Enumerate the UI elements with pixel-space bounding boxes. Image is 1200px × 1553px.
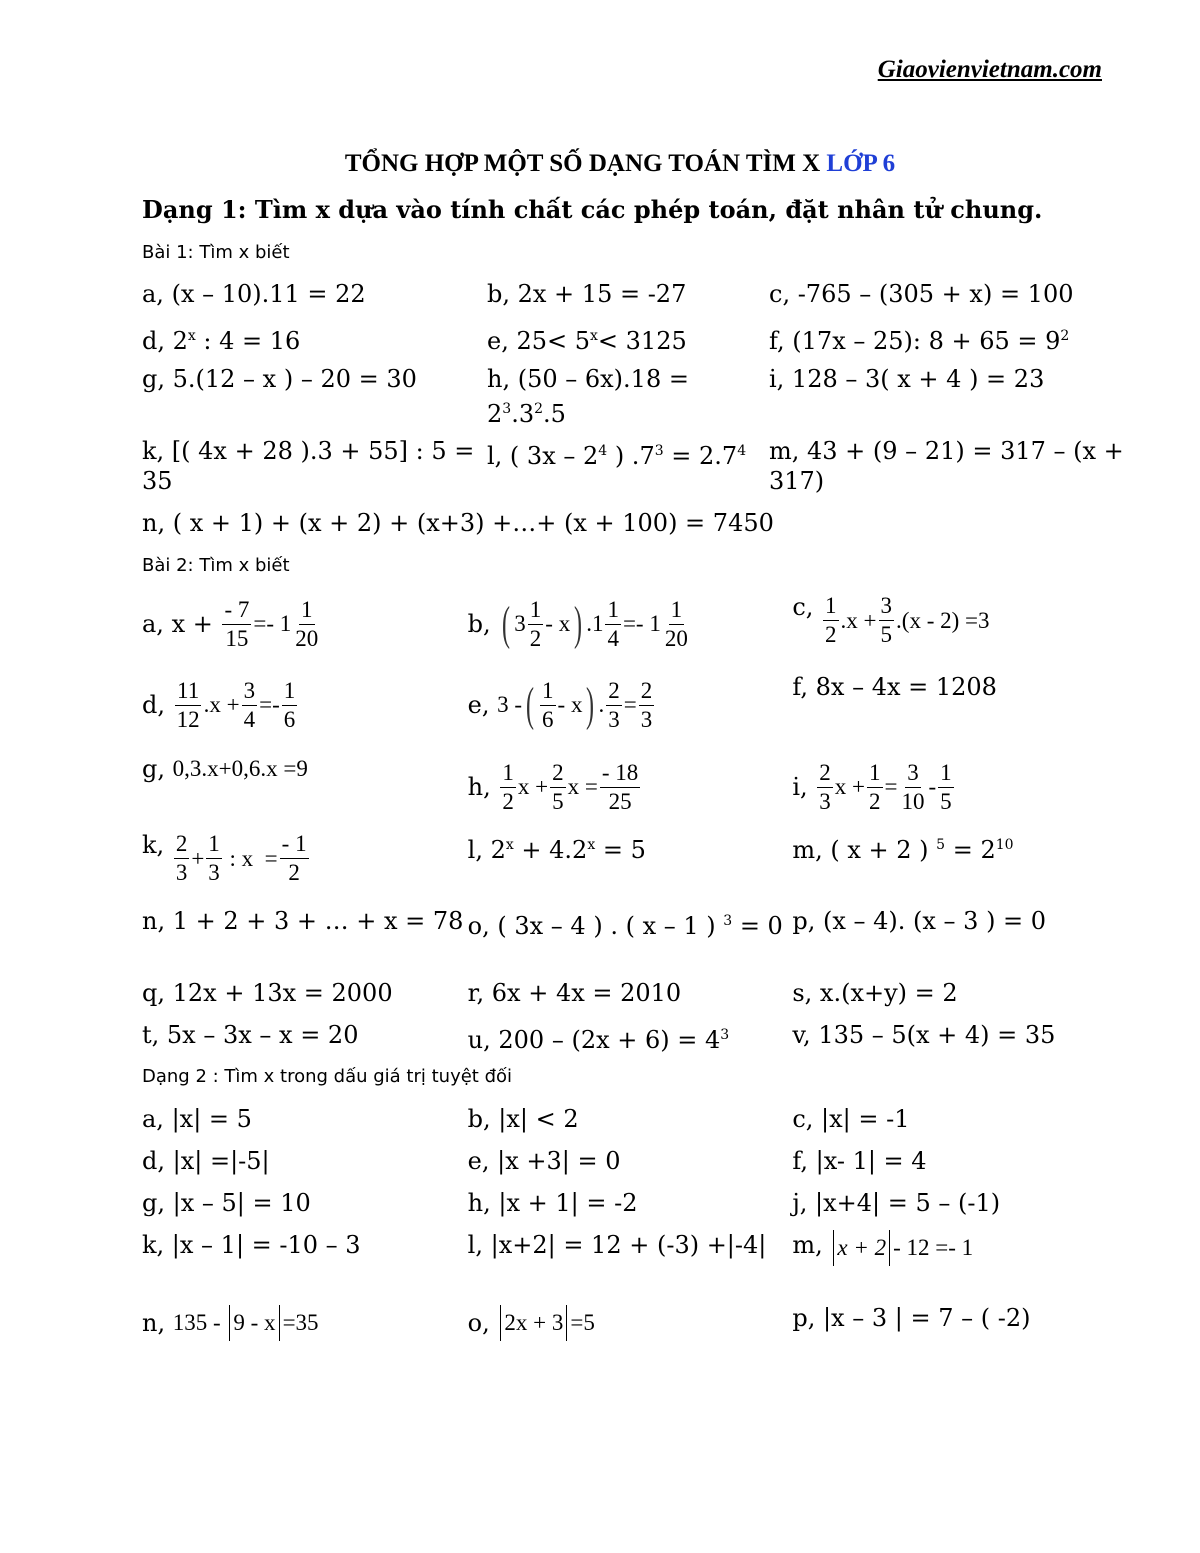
fraction: $\frac{3}{5}$ — [880, 593, 893, 647]
exercise-item: l, ( $3x - 2^4$ ) $.7^3 = 2.7^4$ — [487, 442, 747, 470]
exercise-item: k, 2 3 + $\frac{1}{3}$ : x = $\frac{- 1}{2}$ — [142, 831, 307, 885]
fraction: $\frac{- 7}{15}$ — [224, 596, 250, 651]
exercise-item: r, 6x + 4x = 2010 — [467, 979, 682, 1007]
bai2-row — [142, 978, 1132, 1008]
exercise-item: a, (x – 10).11 = 22 — [142, 280, 366, 308]
exercise-item: o, 2x + 3 =5 — [468, 1303, 793, 1343]
bai2-row — [142, 754, 1132, 820]
exercise-item: f, 8x – 4x = 1208 — [792, 673, 997, 701]
fraction: $\frac{- 1}{2}$ — [281, 831, 307, 885]
bai1-row — [142, 508, 1132, 538]
exercise-item: p, |x – 3 | = 7 – ( -2) — [792, 1304, 1031, 1332]
exercise-item: g, 5.(12 – x ) – 20 = 30 — [142, 365, 417, 393]
fraction: 1 20 — [664, 596, 688, 651]
exercise-item: d, |x| =|-5| — [142, 1147, 270, 1175]
exercise-item: c, -765 – (305 + x) = 100 — [769, 280, 1074, 308]
fraction: 2 3 — [819, 759, 831, 814]
exercise-item: a, x + $\frac{- 7}{15}$ =- 1 1 20 — [142, 596, 319, 651]
fraction: 1 2 — [529, 596, 542, 651]
exercise-item: s, x.(x+y) = 2 — [792, 979, 958, 1007]
fraction: $\frac{1}{2}$ — [869, 759, 881, 814]
dang2-row — [142, 1230, 1132, 1266]
fraction: $\frac{- 18}{25}$ — [601, 759, 639, 814]
bai2-heading: Bài 2: Tìm x biết — [142, 555, 290, 576]
bai2-row — [142, 906, 1132, 941]
exercise-item: g, |x – 5| = 10 — [142, 1189, 311, 1217]
exercise-item: h, 1 2 x + $\frac{2}{5}$ x = $\frac{- 18}{25}$ — [467, 759, 639, 814]
fraction: $\frac{1}{3}$ — [208, 831, 220, 885]
fraction: $\frac{3}{4}$ — [243, 677, 256, 732]
exercise-item: k, |x – 1| = -10 – 3 — [142, 1231, 361, 1259]
title-main: TỔNG HỢP MỘT SỐ DẠNG TOÁN TÌM X — [344, 150, 821, 177]
bai2-row — [142, 1020, 1132, 1055]
exercise-item: p, (x – 4). (x – 3 ) = 0 — [792, 907, 1047, 935]
fraction: 1 6 — [542, 677, 554, 732]
exercise-item: l, |x+2| = 12 + (-3) +|-4| — [467, 1231, 767, 1259]
fraction: 1 2 — [502, 759, 514, 814]
exercise-item: b, 2x + 15 = -27 — [487, 280, 687, 308]
exercise-item: e, 3 - ( 1 6 - x ) . $\frac{2}{3}$ = $\frac{2}{3}$ — [467, 677, 653, 732]
bai1-row — [142, 436, 1132, 496]
exercise-item: h, |x + 1| = -2 — [467, 1189, 638, 1217]
exercise-item: m, ( x + 2 ) $^5 = 2^{10}$ — [792, 836, 1014, 864]
exercise-item: k, [( 4x + 28 ).3 + 55] : 5 = 35 — [142, 437, 475, 495]
section-heading-dang1: Dạng 1: Tìm x dựa vào tính chất các phép toán, đặt nhân tử chung. — [142, 195, 1043, 224]
exercise-item: m, x + 2 - 12 =- 1 — [792, 1230, 1132, 1266]
exercise-item: n, ( x + 1) + (x + 2) + (x+3) +…+ (x + 100) = 7450 — [142, 509, 774, 537]
exercise-item: i, 128 – 3( x + 4 ) = 23 — [769, 365, 1045, 393]
bai2-row — [142, 592, 1132, 656]
bai1-heading: Bài 1: Tìm x biết — [142, 242, 290, 263]
dang2-row — [142, 1104, 1132, 1134]
fraction: 1 6 — [283, 677, 296, 732]
exercise-item: f, (17x – 25): $8 + 65 = 9^2$ — [769, 327, 1070, 355]
bai2-row — [142, 672, 1132, 738]
exercise-item: h, $(50 - 6x).18 = 2^3.3^2.5$ — [487, 365, 689, 428]
fraction: $\frac{2}{3}$ — [640, 677, 653, 732]
exercise-item: e, $25< 5^x< 3125$ — [487, 327, 687, 355]
page-title — [0, 150, 1200, 178]
exercise-item: e, |x +3| = 0 — [467, 1147, 621, 1175]
fraction: $\frac{2}{5}$ — [552, 759, 564, 814]
fraction: 1 2 — [825, 593, 837, 647]
bai1-row — [142, 364, 1132, 429]
title-grade: LỚP 6 — [826, 150, 896, 177]
bai1-row — [142, 321, 1132, 356]
fraction: 11 12 — [176, 677, 200, 732]
exercise-item: j, |x+4| = 5 – (-1) — [792, 1189, 1001, 1217]
dang2-row — [142, 1146, 1132, 1176]
exercise-item: b, |x| < 2 — [467, 1105, 579, 1133]
exercise-item: o, ( 3x – 4 ) . ( x – 1 ) $^3$ = 0 — [467, 912, 783, 940]
exercise-item: l, $2^x + 4.2^x = 5$ — [467, 836, 646, 864]
fraction: 1 20 — [295, 596, 319, 651]
exercise-item: n, 135 - 9 - x =35 — [142, 1303, 468, 1343]
exercise-item: i, 2 3 x + $\frac{1}{2}$ = $\frac{3}{10}$ - 1 5 — [792, 759, 952, 814]
bai2-row — [142, 830, 1132, 896]
fraction: $\frac{3}{10}$ — [901, 759, 925, 814]
exercise-item: n, 1 + 2 + 3 + … + x = 78 — [142, 907, 464, 935]
exercise-item: v, 135 – 5(x + 4) = 35 — [792, 1021, 1056, 1049]
fraction: 1 5 — [940, 759, 952, 814]
exercise-item: q, 12x + 13x = 2000 — [142, 979, 393, 1007]
exercise-item: c, 1 2 .x + $\frac{3}{5}$ .(x - 2) =3 — [792, 593, 990, 647]
dang2-row — [142, 1188, 1132, 1218]
exercise-item: a, |x| = 5 — [142, 1105, 252, 1133]
exercise-item: m, 43 + (9 – 21) = 317 – (x + 317) — [769, 437, 1124, 495]
exercise-item: f, |x- 1| = 4 — [792, 1147, 927, 1175]
exercise-item: u, $200 - (2x + 6) = 4^3$ — [467, 1026, 730, 1054]
bai1-row — [142, 279, 1132, 309]
dang2-row — [142, 1303, 1132, 1343]
exercise-item: t, 5x – 3x – x = 20 — [142, 1021, 359, 1049]
site-name: Giaovienvietnam.com — [877, 56, 1102, 83]
section-heading-dang2: Dạng 2 : Tìm x trong dấu giá trị tuyệt đối — [142, 1066, 513, 1087]
exercise-item: d, 2$^x$ : 4 = 16 — [142, 327, 301, 355]
exercise-item: b, ( 3 1 2 - x ) .1 $\frac{1}{4}$ =- 1 1 20 — [467, 596, 688, 651]
exercise-item: g, 0,3.x+0,6.x =9 — [142, 755, 308, 783]
fraction: $\frac{2}{3}$ — [608, 677, 620, 732]
fraction: $\frac{1}{4}$ — [607, 596, 619, 651]
fraction: 2 3 — [175, 831, 188, 885]
exercise-item: d, 11 12 .x + $\frac{3}{4}$ =- 1 6 — [142, 677, 296, 732]
exercise-item: c, |x| = -1 — [792, 1105, 910, 1133]
